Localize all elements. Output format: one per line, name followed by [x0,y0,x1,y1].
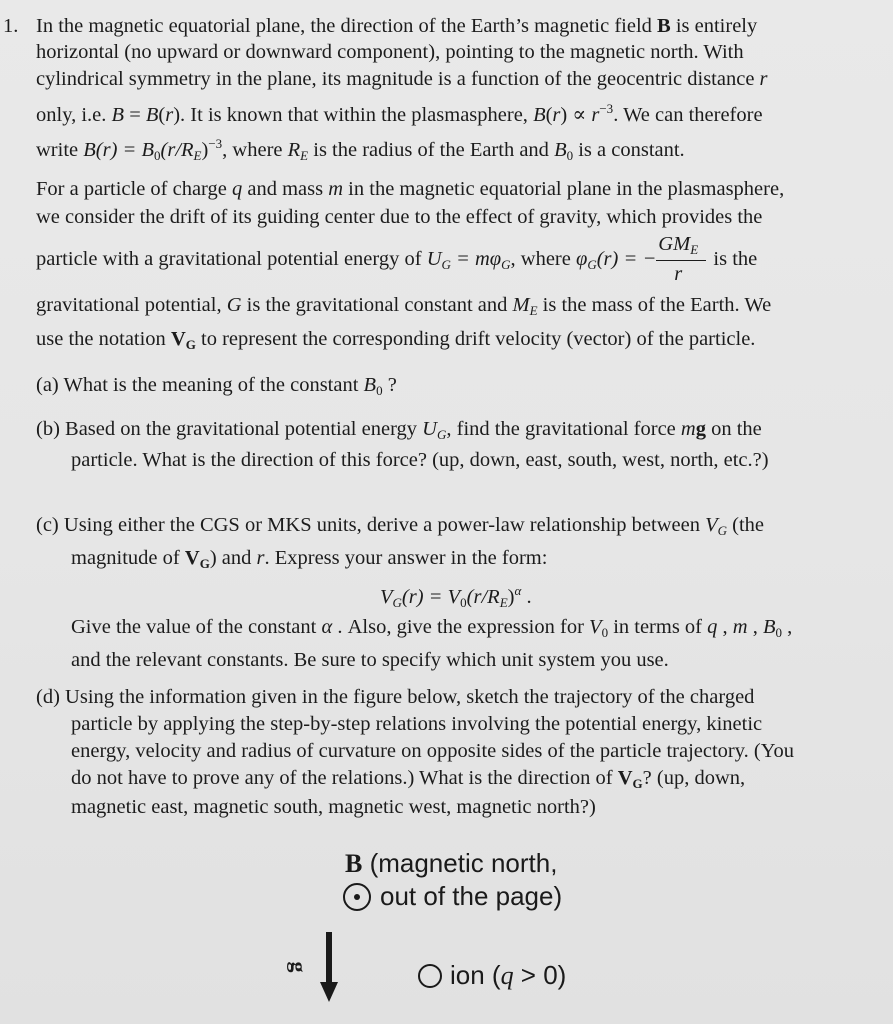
para2-line-1: For a particle of charge q and mass m in the magnetic equatorial plane in the plasmasphere, [36,178,785,200]
problem-number: 1. [3,15,19,37]
intro-line-1: In the magnetic equatorial plane, the direction of the Earth’s magnetic field B is entirely [36,15,758,37]
part-d-line-4: do not have to prove any of the relations.) What is the direction of $V_G$? (up, down, [71,767,746,791]
intro-line-4: only, i.e. B = B(r). It is known that within the plasmasphere, $B(r) \propto r^{-3}$. We can therefore [36,101,763,126]
intro-line-5: write $B(r) = B_0(r/R_E)^{-3}$, where $R_E$ is the radius of the Earth and $B_0$ is a constant. [36,136,685,163]
part-b-line-1: (b) Based on the gravitational potential energy $U_G$, find the gravitational force mg on the [36,418,762,442]
ion-label: ion (q > 0) [450,960,567,990]
part-c-line-1: (c) Using either the CGS or MKS units, derive a power-law relationship between $V_G$ (the [36,514,765,538]
out-of-page-dot-icon [343,883,371,911]
part-c-line-5: and the relevant constants. Be sure to specify which unit system you use. [71,649,669,671]
part-d-line-5: magnetic east, magnetic south, magnetic west, magnetic north?) [71,796,596,818]
b-field-label: B (magnetic north, [345,848,558,878]
para2-line-2: we consider the drift of its guiding center due to the effect of gravity, which provides the [36,206,763,228]
part-b-line-2: particle. What is the direction of this force? (up, down, east, south, west, north, etc.?) [71,449,769,471]
part-d-line-3: energy, velocity and radius of curvature on opposite sides of the particle trajectory. (You [71,740,794,762]
part-c-equation: $V_G(r) = V_0(r/R_E)^\alpha$ . [380,583,532,610]
ion-circle-icon [418,964,442,988]
part-d-line-2: particle by applying the step-by-step relations involving the potential energy, kinetic [71,713,763,735]
para2-line-5: use the notation $V_G$ to represent the corresponding drift velocity (vector) of the particle. [36,328,756,352]
intro-line-3: cylindrical symmetry in the plane, its magnitude is a function of the geocentric distance r [36,68,768,90]
part-a: (a) What is the meaning of the constant $B_0$ ? [36,374,397,398]
part-d-line-1: (d) Using the information given in the figure below, sketch the trajectory of the charged [36,686,755,708]
gravity-arrow-icon [318,932,340,1004]
intro-line-2: horizontal (no upward or downward component), pointing to the magnetic north. With [36,41,744,63]
para2-line-3: particle with a gravitational potential energy of $U_G = m\varphi_G$, where $\varphi_G(r)$ = − $\frac{GM_E}{r}$ is the [36,233,758,286]
para2-line-4: gravitational potential, G is the gravitational constant and $M_E$ is the mass of the Earth. We [36,294,772,318]
part-c-line-4: Give the value of the constant α . Also, give the expression for $V_0$ in terms of q , m , $B_0$ , [71,616,793,640]
gravity-label: g [286,961,312,973]
b-field-direction: out of the page) [380,881,563,911]
potential-fraction: $\frac{GM_E}{r}$ [656,247,708,273]
part-c-line-2: magnitude of $V_G$) and r. Express your answer in the form: [71,547,548,571]
